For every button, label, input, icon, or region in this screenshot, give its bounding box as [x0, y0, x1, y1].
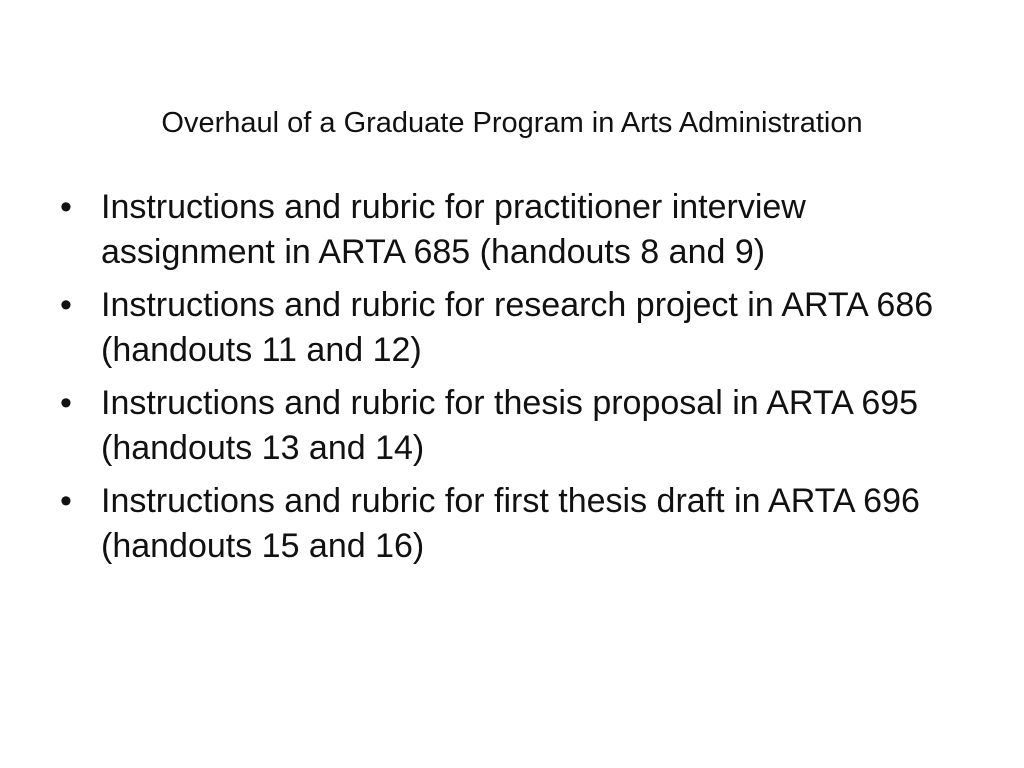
bullet-item-2 — [58, 283, 978, 373]
bullet-item-1 — [58, 185, 978, 275]
bullet-icon: • — [60, 384, 72, 422]
bullet-icon: • — [60, 482, 72, 520]
bullet-icon: • — [60, 286, 72, 324]
bullet-list — [58, 185, 978, 577]
bullet-item-4 — [58, 479, 978, 569]
bullet-text: Instructions and rubric for thesis proposal in ARTA 695 (handouts 13 and 14) — [101, 384, 919, 467]
bullet-text: Instructions and rubric for research project in ARTA 686 (handouts 11 and 12) — [101, 286, 934, 369]
bullet-text: Instructions and rubric for first thesis draft in ARTA 696 (handouts 15 and 16) — [101, 482, 920, 565]
slide-title: Overhaul of a Graduate Program in Arts Administration — [161, 107, 863, 139]
bullet-icon: • — [60, 188, 72, 226]
bullet-text: Instructions and rubric for practitioner interview assignment in ARTA 685 (handouts 8 and 9) — [101, 188, 806, 271]
bullet-item-3 — [58, 381, 978, 471]
